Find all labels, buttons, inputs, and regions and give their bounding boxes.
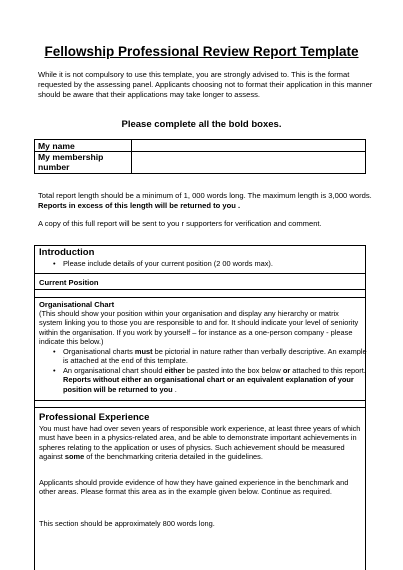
professional-experience-heading: Professional Experience (39, 412, 150, 423)
bullet-warning: Reports without either an organisational chart or an equivalent explanation of your position will be returned to you (63, 375, 354, 394)
para-emphasis: some (64, 452, 85, 462)
membership-input-cell[interactable] (132, 152, 365, 173)
bullet-text: be pictorial in nature rather than verbally descriptive. An example is attached at the end of this template. (63, 347, 367, 366)
copy-note: A copy of this full report will be sent to you r supporters for verification and comment. (38, 219, 322, 228)
bullet-emphasis: must (134, 347, 153, 356)
complete-prompt: Please complete all the bold boxes. (121, 119, 282, 130)
professional-experience-para-1 (39, 424, 361, 462)
name-label: My name (38, 141, 75, 151)
membership-label: My membership number (38, 152, 104, 172)
divider (35, 297, 365, 298)
org-chart-bullet-2 (53, 366, 369, 394)
length-note-warning: Reports in excess of this length will be returned to you . (38, 201, 241, 210)
professional-experience-para-2: Applicants should provide evidence of how they have gained experience in the benchmark and other areas. Please format this area as in the example given below. Continue as required. (39, 478, 349, 497)
current-position-heading: Current Position (39, 278, 99, 287)
current-position-input[interactable] (35, 290, 365, 297)
bullet-text: be pasted into the box below (184, 366, 283, 375)
bullet-text: An organisational chart should (63, 366, 165, 375)
divider (35, 273, 365, 274)
bullet-text: attached to this report. (290, 366, 366, 375)
intro-paragraph: While it is not compulsory to use this template, you are strongly advised to. This is the format requested by the assessing panel. Applicants choosing not to format their application in this manner should be aware that their applications may take longer to assess. (38, 70, 373, 99)
bullet-emphasis: or (282, 366, 291, 375)
document-title: Fellowship Professional Review Report Template (44, 44, 359, 59)
para-text: You must have had over seven years of responsible work experience, at least three years of which must have been in a physics-related area, and be able to demonstrate important achievements in spheres relating to the application or uses of physics. Such achievement should be measured against (39, 424, 361, 462)
report-table (34, 245, 366, 570)
length-note-text: Total report length should be a minimum of 1, 000 words long. The maximum length is 3,000 words. (38, 191, 372, 200)
introduction-heading: Introduction (39, 247, 95, 258)
bullet-text: Organisational charts (63, 347, 135, 356)
details-table (34, 139, 366, 174)
introduction-bullet: • Please include details of your current position (2 00 words max). (53, 259, 369, 268)
bullet-emphasis: either (164, 366, 185, 375)
divider (35, 407, 365, 408)
professional-experience-para-3: This section should be approximately 800 words long. (39, 519, 215, 528)
org-chart-bullet-1 (53, 347, 369, 366)
org-chart-description: (This should show your position within your organisation and display any hierarchy or matrix system linking you to those you are responsible to and for. It should indicate your level of seniority within the organisation. If you work by yourself – for instance as a one-person company - please indicate this below.) (39, 309, 359, 347)
org-chart-heading: Organisational Chart (39, 300, 115, 309)
para-text: of the benchmarking criteria detailed in the guidelines. (84, 452, 263, 462)
name-input-cell[interactable] (132, 140, 365, 151)
length-note (38, 191, 378, 211)
bullet-text: . (174, 384, 177, 394)
